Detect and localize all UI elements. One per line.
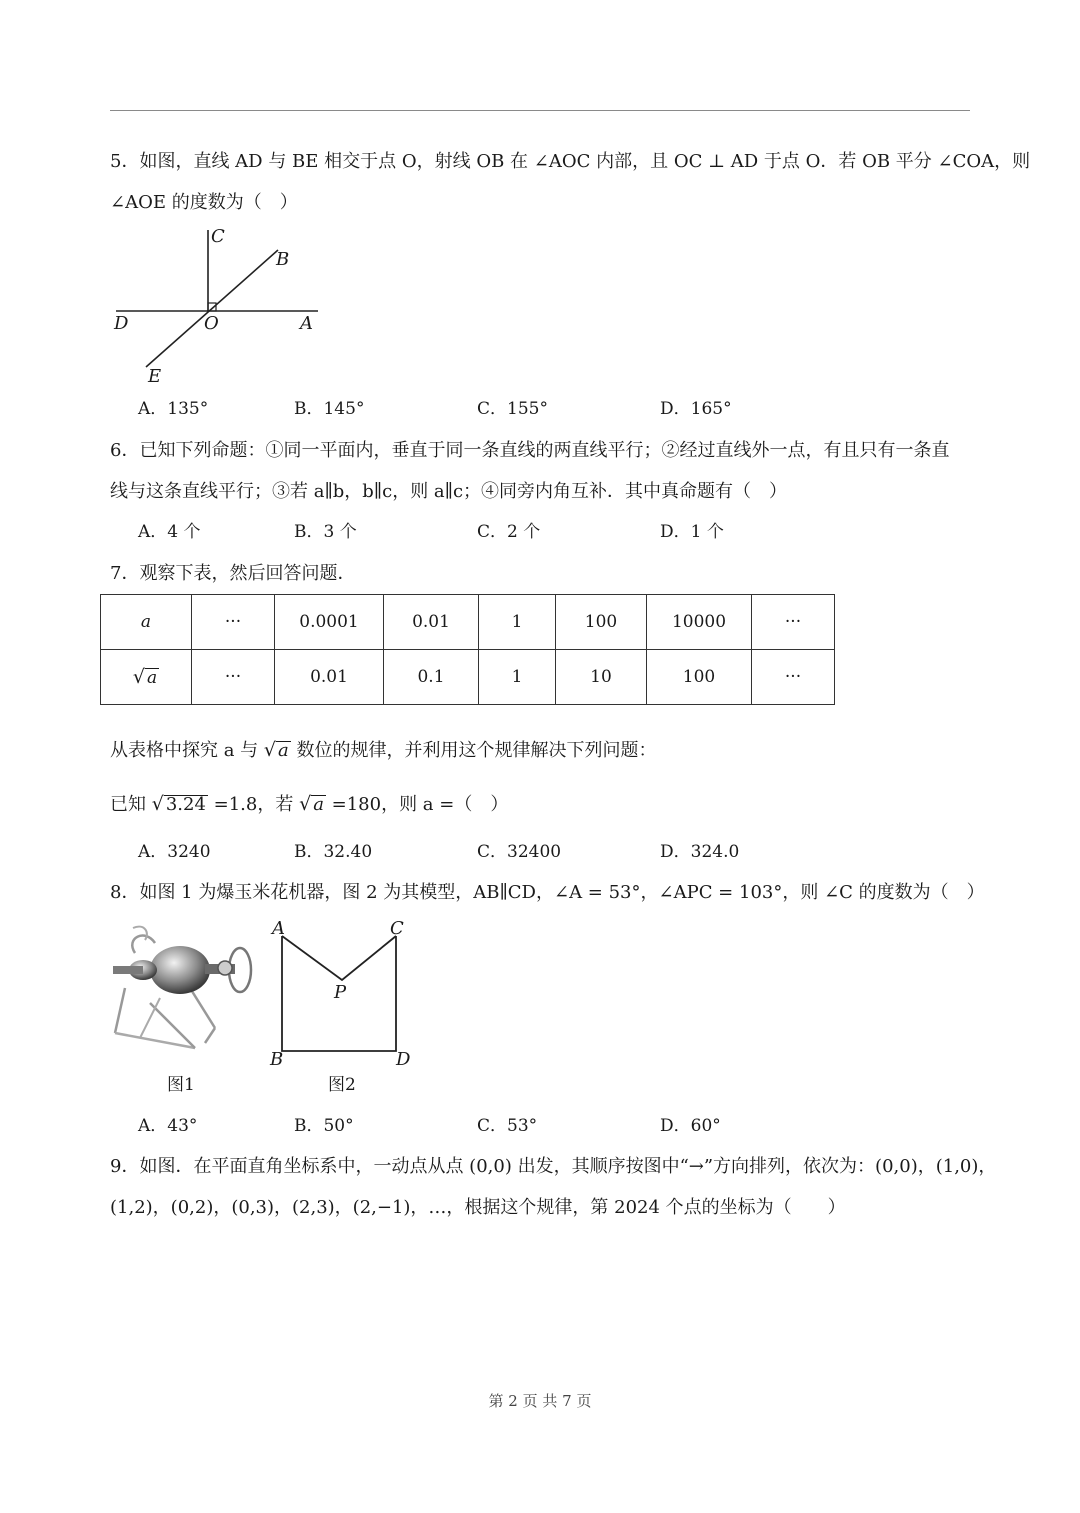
q5-option-d: D．165° — [660, 399, 732, 419]
q7-stem: 7．观察下表，然后回答问题． — [110, 563, 356, 584]
table-cell: ··· — [192, 650, 275, 705]
q7-explore-text: 从表格中探究 a 与 √ a 数位的规律，并利用这个规律解决下列问题： — [110, 739, 657, 761]
page-footer: 第 2 页 共 7 页 — [488, 1392, 592, 1410]
table-cell: 10000 — [647, 595, 752, 650]
q5-option-a: A．135° — [138, 399, 209, 419]
q8-option-b: B．50° — [294, 1116, 354, 1136]
q6-stem-line1: 6．已知下列命题：①同一平面内，垂直于同一条直线的两直线平行；②经过直线外一点，有且只有一条直 — [110, 440, 950, 461]
label-c: C — [211, 226, 225, 247]
label-a: A — [300, 313, 313, 334]
q5-stem-line2: ∠AOE 的度数为（ ） — [110, 192, 298, 213]
label-e: E — [148, 366, 162, 387]
table-cell: 0.01 — [275, 650, 384, 705]
label-o: O — [204, 313, 219, 334]
header-rule — [110, 110, 970, 111]
q7-option-b: B．32.40 — [294, 842, 373, 862]
q5-stem-line1: 5．如图，直线 AD 与 BE 相交于点 O，射线 OB 在 ∠AOC 内部，且 OC ⊥ AD 于点 O．若 OB 平分 ∠COA，则 — [110, 151, 1031, 172]
table-cell: ··· — [752, 650, 835, 705]
table-cell: a — [101, 595, 192, 650]
popcorn-machine-figure — [105, 918, 260, 1053]
q9-stem-line2: (1,2)，(0,2)，(0,3)，(2,3)，(2,−1)，…，根据这个规律，第 2024 个点的坐标为（ ） — [110, 1197, 846, 1218]
table-cell: 10 — [556, 650, 647, 705]
table-cell: 0.1 — [384, 650, 479, 705]
q8-option-d: D．60° — [660, 1116, 721, 1136]
q5-option-b: B．145° — [294, 399, 365, 419]
label-p: P — [334, 982, 347, 1003]
q7-option-c: C．32400 — [477, 842, 562, 862]
table-cell: 1 — [479, 595, 556, 650]
q8-option-c: C．53° — [477, 1116, 538, 1136]
table-cell: √ a — [101, 650, 192, 705]
q7-option-d: D．324.0 — [660, 842, 740, 862]
fig1-caption: 图1 — [167, 1075, 195, 1095]
label-a: A — [272, 918, 285, 939]
q6-option-a: A．4 个 — [138, 522, 201, 542]
q6-stem-line2: 线与这条直线平行；③若 a∥b，b∥c，则 a∥c；④同旁内角互补．其中真命题有（ ） — [110, 481, 788, 502]
table-cell: 1 — [479, 650, 556, 705]
q7-option-a: A．3240 — [138, 842, 211, 862]
q6-option-d: D．1 个 — [660, 522, 724, 542]
q6-option-c: C．2 个 — [477, 522, 541, 542]
table-cell: 100 — [556, 595, 647, 650]
line-be — [146, 250, 278, 367]
label-d: D — [114, 313, 129, 334]
label-d: D — [396, 1049, 411, 1068]
q5-option-c: C．155° — [477, 399, 548, 419]
q8-stem: 8．如图 1 为爆玉米花机器，图 2 为其模型，AB∥CD，∠A = 53°，∠APC = 103°，则 ∠C 的度数为（ ） — [110, 882, 985, 903]
sqrt-radicand: a — [146, 668, 158, 688]
sqrt-table — [100, 594, 835, 705]
q5-figure — [108, 222, 328, 392]
table-cell: 0.0001 — [275, 595, 384, 650]
q7-given-text: 已知 √ 3.24 =1.8，若 √ a =180，则 a =（ ） — [110, 793, 509, 815]
label-c: C — [390, 918, 404, 939]
q6-option-b: B．3 个 — [294, 522, 357, 542]
label-b: B — [276, 249, 290, 270]
table-cell: ··· — [752, 595, 835, 650]
q8-option-a: A．43° — [138, 1116, 198, 1136]
fig2-caption: 图2 — [328, 1075, 356, 1095]
table-cell: ··· — [192, 595, 275, 650]
q9-stem-line1: 9．如图．在平面直角坐标系中，一动点从点 (0,0) 出发，其顺序按图中“→”方向排列，依次为：(0,0)，(1,0)， — [110, 1156, 997, 1177]
table-cell: 100 — [647, 650, 752, 705]
label-b: B — [270, 1049, 284, 1068]
q8-model-figure — [268, 918, 418, 1068]
model-vee — [282, 936, 396, 980]
table-row — [101, 595, 835, 650]
table-cell: 0.01 — [384, 595, 479, 650]
table-row — [101, 650, 835, 705]
